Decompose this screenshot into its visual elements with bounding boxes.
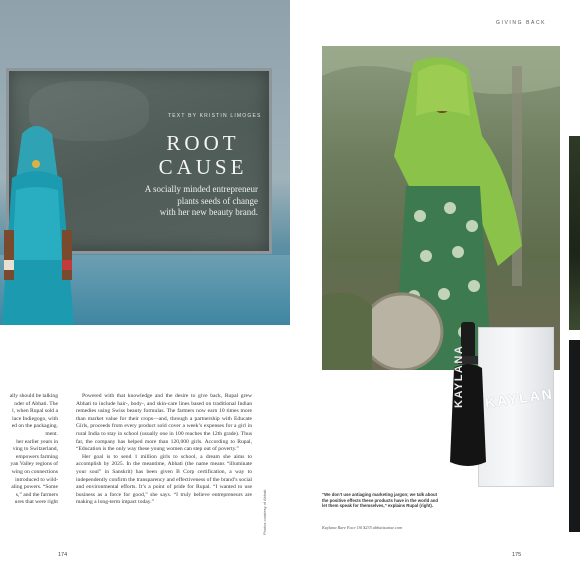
edge-photo-top [569, 136, 580, 330]
page-number-right: 175 [512, 552, 522, 558]
headline-line-2: CAUSE [158, 155, 248, 179]
hero-photo [0, 0, 290, 325]
running-head-right: GIVING BACK [496, 20, 547, 26]
page-number-left: 174 [58, 552, 68, 558]
photo-caption: “We don’t use antiaging marketing jargon; we talk about the positive effects these products have in the world and let them speak for themselves,” explains Rupal (right). [322, 492, 439, 509]
photo-credit: Photos courtesy of Abhati [262, 489, 267, 535]
article-byline: TEXT BY KRISTIN LIMOGES [168, 113, 262, 119]
body-column-1: ally should be talking nder of Abhati. The l, when Rupal sold a lace Indiegogo, with ed on the packaging. ment. her earlier years in ving to Switzerland, empowers farming yan Valley regions of wing on connections introduced to wild- aling powers. “Some s,” and the farmers ures that were right [9, 393, 58, 506]
farmer-figure [322, 46, 560, 370]
headline-line-1: ROOT [166, 131, 240, 155]
girl-figure [0, 120, 80, 325]
paragraph: Her goal is to send 1 million girls to school, a dream she aims to accomplish by 2025. In the meantime, Abhati (the name means “illuminate your soul” in Sanskrit) has been given B Corp certification, a way to independently confirm the transparency and effectiveness of the brand’s social and environmental efforts. It’s a point of pride for Rupal. “I wanted to use business as a force for good,” she says. “I truly believe entrepreneurs are making a long-term impact today.” [76, 453, 252, 506]
paragraph: Powered with that knowledge and the desire to give back, Rupal grew Abhati to include hair-, body-, and skin-care lines based on traditional Indian remedies using Swiss beauty formulas. The farmers now earn 10 times more than market value for their crops—and, through a partnership with Educate Girls, proceeds from every product sold cover a week’s expenses for a girl in rural India to stay in school (usually one in 100 reaches the 12th grade). Thus far, the company has helped more than 120,000 girls. According to Rupal, “Education is the only way these young women can step out of poverty.” [76, 393, 252, 453]
product-box-label: KAYLAN [484, 385, 555, 411]
article-headline [148, 131, 258, 179]
body-column-2 [76, 393, 252, 507]
edge-photo-bottom [569, 340, 580, 532]
product-credit: Kaylana Rare Face Oil $235 abhatisuisse.com [322, 525, 403, 530]
article-deck: A socially minded entrepreneur plants seeds of change with her new beauty brand. [144, 184, 258, 217]
farmer-photo [322, 46, 560, 370]
product-bottle-label: KAYLANA [453, 344, 465, 408]
